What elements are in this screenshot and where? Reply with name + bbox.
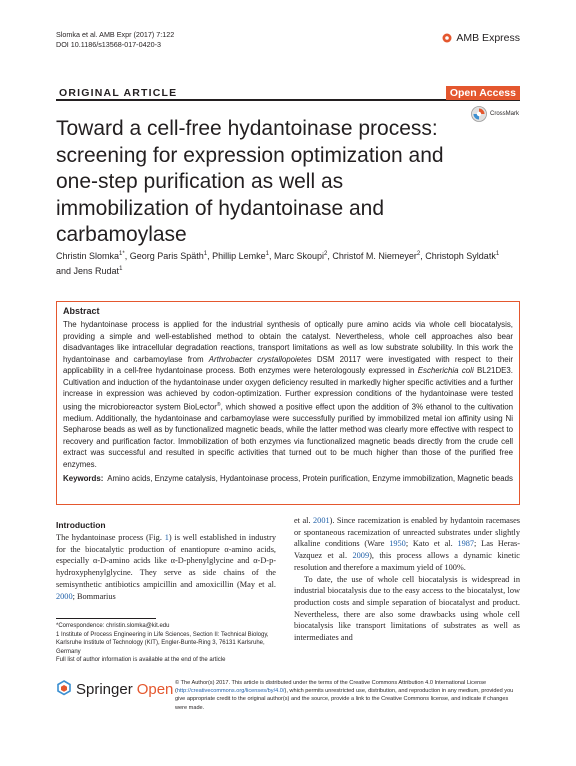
publisher-logo[interactable] xyxy=(56,680,173,698)
author[interactable]: Phillip Lemke$^1$ xyxy=(212,251,269,261)
abstract-heading: Abstract xyxy=(63,306,100,316)
citation-line-1: Slomka et al. AMB Expr (2017) 7:122 xyxy=(56,30,175,39)
article-title: Toward a cell-free hydantoinase process: screening for expression optimization and one-step purification as well as immobilization of hydantoinase and carbamoylase xyxy=(56,117,444,246)
springer-open-icon xyxy=(56,680,72,698)
license-link[interactable]: http://creativecommons.org/licenses/by/4.0/ xyxy=(176,688,285,695)
author-list: Christin Slomka$^{1*}$, Georg Paris Späth$^1$, Phillip Lemke$^1$, Marc Skoupi$^2$, Christof M. Niemeyer$^2$, Christoph Syldatk$^1$ and Jens Rudat$^1$ xyxy=(56,251,500,276)
abstract-box xyxy=(56,301,520,505)
citation xyxy=(56,30,174,50)
doi-line: DOI 10.1186/s13568-017-0420-3 xyxy=(56,40,161,49)
author[interactable]: Christoph Syldatk$^1$ xyxy=(425,251,500,261)
footnote xyxy=(56,622,276,665)
keywords-label: Keywords: xyxy=(63,474,104,484)
publisher-name-open: Open xyxy=(136,680,174,698)
affiliation: 1 Institute of Process Engineering in Life Sciences, Section II: Technical Biology, Karlsruhe Institute of Technology (KIT), Engler-Bunte-Ring 3, 76131 Karlsruhe, Germany xyxy=(56,631,269,655)
section-heading-introduction: Introduction xyxy=(56,520,106,530)
reference-link[interactable]: 2009 xyxy=(352,551,370,561)
intro-paragraph-1-continued: et al. 2001). Since racemization is enabled by hydantoin racemases or spontaneous racemization of unreacted substrates under slightly alkaline conditions (Ware 1950; Kato et al. 1987; Las Heras-Vazquez et al. 2009), this process allows a dynamic kinetic resolution and therefore a maximum yield of 100%. xyxy=(294,516,521,572)
publisher-name: Springer xyxy=(76,680,133,698)
reference-link[interactable]: 2001 xyxy=(313,516,330,525)
keywords xyxy=(63,473,513,485)
journal-brand[interactable] xyxy=(442,32,520,44)
abstract-text: The hydantoinase process is applied for the industrial synthesis of optically pure amino acids via whole cell biocatalysis, providing a simple and well-established method to obtain the catalyst. Nevertheless, whole cell approaches also bear disadvantages like intracellular degradation reactions, transport limitations as well as low substrate solubility. In this work the hydantoinase and carbamoylase from Arthrobacter crystallopoietes DSM 20117 were investigated with respect to their applicability in a cell-free hydantoinase process. Both enzymes were heterologously expressed in Escherichia coli BL21DE3. Cultivation and induction of the hydantoinase under oxygen deficiency resulted in markedly higher specific activities and a further increase in expression was achieved by codon-optimization. Further expression conditions of the hydantoinase were tested using the microbioreactor system BioLector®, which showed a positive effect upon the addition of 3% ethanol to the cultivation medium. Additionally, the hydantoinase and carbamoylase were successfully purified by immobilized metal ion affinity using Ni Sepharose beads as well as by functionalized magnetic beads, while the latter method was clearly more effective with respect to recovery and purification factor. Immobilization of both enzymes via functionalized magnetic beads directly from the crude cell extract was successful and resulted in specific activities that turned out to be much higher than those of the purified free enzymes. xyxy=(63,320,514,469)
license-text: © The Author(s) 2017. This article is distributed under the terms of the Creative Commons Attribution 4.0 International License (http://creativecommons.org/licenses/by/4.0/), which permits unrestricted use, distribution, and reproduction in any medium, provided you give appropriate credit to the original author(s) and the source, provide a link to the Creative Commons license, and indicate if changes were made. xyxy=(175,680,514,711)
author[interactable]: Marc Skoupi$^2$ xyxy=(274,251,328,261)
journal-name: AMB Express xyxy=(456,32,520,44)
crossmark-button[interactable] xyxy=(471,106,519,122)
body-column-left xyxy=(56,520,276,602)
article-type-label: ORIGINAL ARTICLE xyxy=(59,87,178,99)
keywords-list: Amino acids, Enzyme catalysis, Hydantoinase process, Protein purification, Enzyme immobilization, Magnetic beads xyxy=(107,474,513,484)
author-info-note: Full list of author information is available at the end of the article xyxy=(56,657,226,664)
author[interactable]: Jens Rudat$^1$ xyxy=(73,266,123,276)
journal-logo-icon xyxy=(442,33,452,43)
author[interactable]: Georg Paris Späth$^1$ xyxy=(129,251,208,261)
reference-link[interactable]: 1987 xyxy=(457,539,475,549)
intro-paragraph-2: To date, the use of whole cell biocatalysis is widespread in industrial biocatalysis due to the easy access to the biocatalyst, low production costs and simple separation of biocatalyst and product. Nevertheless, there are also some drawbacks using whole cell biocatalysis like transport limitations of substrates as well as intermediates and xyxy=(294,574,520,643)
author[interactable]: Christin Slomka$^{1*}$ xyxy=(56,251,125,261)
footnote-rule xyxy=(56,618,156,619)
open-access-badge[interactable]: Open Access xyxy=(446,86,520,100)
reference-link[interactable]: 2000 xyxy=(56,591,73,601)
article-type-bar xyxy=(56,86,520,100)
reference-link[interactable]: 1950 xyxy=(389,539,406,549)
intro-paragraph-1: The hydantoinase process (Fig. 1) is well established in industry for the biocatalytic production of enantiopure α-amino acids, especially α-D-amino acids like α-D-phenylglycine and α-D-p-hydroxyphenylglycine. They serve as side chains of the semisynthetic antibiotics ampicillin and amoxicillin (May et al. 2000; Bommarius xyxy=(56,533,276,601)
author[interactable]: Christof M. Niemeyer$^2$ xyxy=(332,251,421,261)
body-column-right xyxy=(294,515,520,644)
figure-link[interactable]: 1 xyxy=(164,533,169,542)
crossmark-label: CrossMark xyxy=(490,111,520,117)
correspondence[interactable]: *Correspondence: christin.slomka@kit.edu xyxy=(56,623,170,629)
crossmark-icon xyxy=(471,106,487,122)
